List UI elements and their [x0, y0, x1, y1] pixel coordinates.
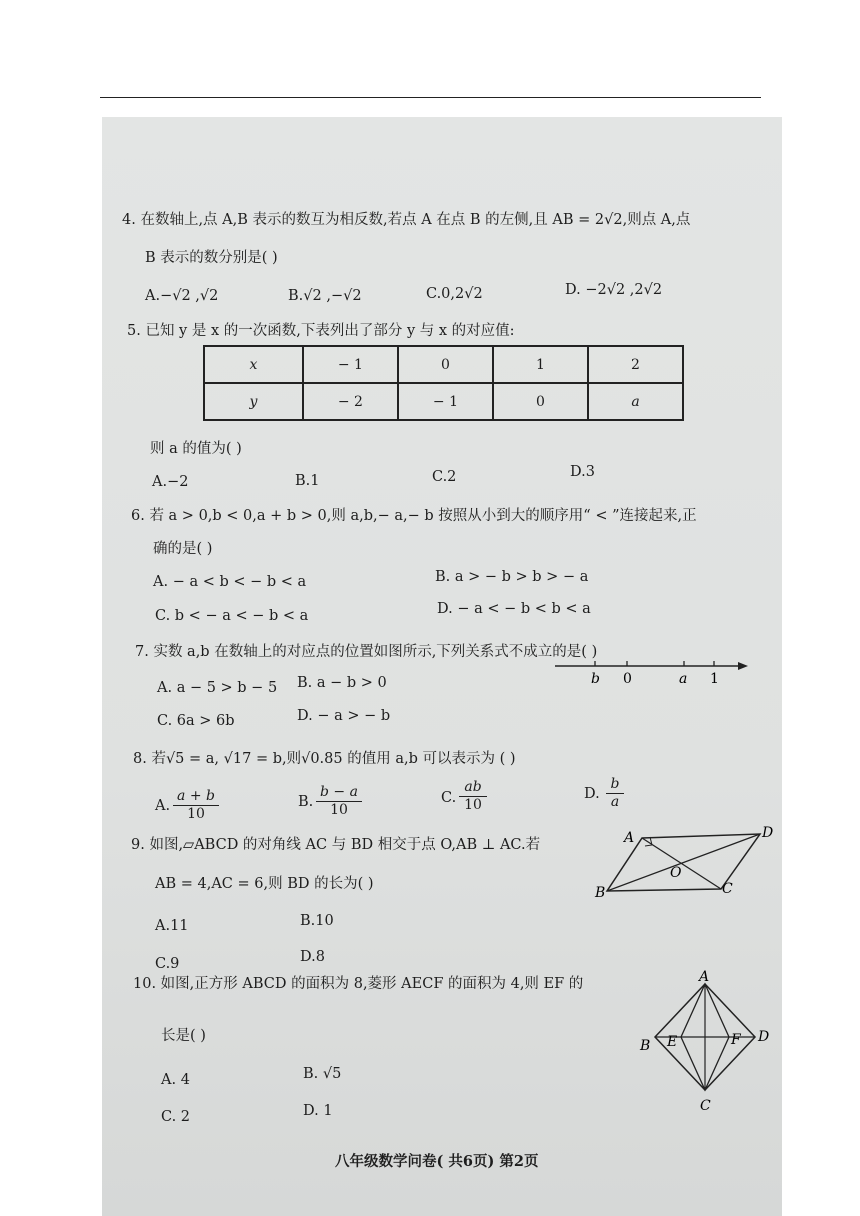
- q5-option-d: D.3: [570, 464, 595, 480]
- center-label-o: O: [670, 865, 682, 881]
- table-row: [204, 346, 683, 383]
- q6-option-d: D. − a < − b < b < a: [437, 601, 591, 617]
- fraction-numerator: b: [606, 776, 624, 794]
- q10-option-d: D. 1: [303, 1103, 333, 1119]
- q4-line2: B 表示的数分别是( ): [145, 250, 278, 266]
- q10-line1: 10. 如图,正方形 ABCD 的面积为 8,菱形 AECF 的面积为 4,则 EF 的: [133, 976, 584, 992]
- q5-value-table: [203, 345, 684, 421]
- q5-option-b: B.1: [295, 473, 320, 489]
- table-cell: 0: [493, 383, 588, 420]
- table-cell: x: [204, 346, 303, 383]
- fraction-denominator: 10: [330, 802, 348, 818]
- vertex-label-a: A: [624, 830, 635, 846]
- q7-number-line: [550, 650, 760, 690]
- q10-option-a: A. 4: [161, 1072, 190, 1088]
- q8-stem: 8. 若√5 = a, √17 = b,则√0.85 的值用 a,b 可以表示为 ( ): [133, 751, 516, 767]
- axis-label-a: a: [679, 671, 688, 687]
- q9-line1: 9. 如图,▱ABCD 的对角线 AC 与 BD 相交于点 O,AB ⊥ AC.若: [131, 837, 541, 853]
- q7-option-d: D. − a > − b: [297, 708, 391, 724]
- table-cell: 0: [398, 346, 493, 383]
- vertex-label-d: D: [762, 825, 774, 841]
- q7-option-a: A. a − 5 > b − 5: [157, 680, 278, 696]
- q9-option-c: C.9: [155, 956, 180, 972]
- q8-option-c-fraction: [459, 779, 487, 814]
- q4-option-a: A.−√2 ,√2: [145, 288, 219, 304]
- q8-option-b-letter: B.: [298, 794, 314, 810]
- table-cell: − 2: [303, 383, 398, 420]
- q5-stem: 5. 已知 y 是 x 的一次函数,下表列出了部分 y 与 x 的对应值:: [127, 323, 515, 339]
- q5-option-c: C.2: [432, 469, 457, 485]
- vertex-label-c: C: [722, 881, 733, 897]
- q9-option-b: B.10: [300, 913, 334, 929]
- vertex-label-b: B: [640, 1038, 651, 1054]
- q4-line1: 4. 在数轴上,点 A,B 表示的数互为相反数,若点 A 在点 B 的左侧,且 AB = 2√2,则点 A,点: [122, 212, 691, 228]
- q6-option-c: C. b < − a < − b < a: [155, 608, 309, 624]
- q4-option-c: C.0,2√2: [426, 286, 483, 302]
- axis-label-b: b: [591, 671, 600, 687]
- q8-option-c-letter: C.: [441, 790, 457, 806]
- vertex-label-a: A: [699, 969, 710, 985]
- fraction-denominator: 10: [187, 806, 205, 822]
- table-cell: 1: [493, 346, 588, 383]
- q4-option-b: B.√2 ,−√2: [288, 288, 362, 304]
- table-cell: 2: [588, 346, 683, 383]
- q10-option-b: B. √5: [303, 1066, 342, 1082]
- table-cell: − 1: [303, 346, 398, 383]
- table-cell: y: [204, 383, 303, 420]
- q7-stem: 7. 实数 a,b 在数轴上的对应点的位置如图所示,下列关系式不成立的是( ): [135, 644, 598, 660]
- table-row: [204, 383, 683, 420]
- q10-square-rhombus-figure: [635, 968, 775, 1118]
- q8-option-d-fraction: [606, 776, 624, 811]
- vertex-label-b: B: [595, 885, 606, 901]
- q6-option-b: B. a > − b > b > − a: [435, 569, 589, 585]
- vertex-label-e: E: [667, 1034, 678, 1050]
- q6-line1: 6. 若 a > 0,b < 0,a + b > 0,则 a,b,− a,− b 按照从小到大的顺序用“ < ”连接起来,正: [131, 508, 697, 524]
- page-footer: 八年级数学问卷( 共6页) 第2页: [335, 1153, 539, 1170]
- fraction-numerator: b − a: [316, 784, 362, 802]
- q9-parallelogram-figure: [590, 820, 780, 910]
- q8-option-b-fraction: [316, 784, 362, 819]
- table-cell: − 1: [398, 383, 493, 420]
- q8-option-d-letter: D.: [584, 786, 600, 802]
- q6-line2: 确的是( ): [153, 541, 213, 557]
- vertex-label-d: D: [758, 1029, 770, 1045]
- axis-label-one: 1: [710, 671, 719, 687]
- q7-option-c: C. 6a > 6b: [157, 713, 235, 729]
- fraction-numerator: ab: [459, 779, 487, 797]
- header-rule: [100, 97, 761, 98]
- vertex-label-c: C: [700, 1098, 711, 1114]
- fraction-denominator: 10: [464, 797, 482, 813]
- q8-option-a-letter: A.: [155, 798, 171, 814]
- axis-label-zero: 0: [623, 671, 632, 687]
- vertex-label-f: F: [731, 1032, 741, 1048]
- q8-option-a-fraction: [173, 788, 219, 823]
- fraction-denominator: a: [610, 794, 620, 810]
- q9-option-a: A.11: [155, 918, 189, 934]
- fraction-numerator: a + b: [173, 788, 219, 806]
- q7-option-b: B. a − b > 0: [297, 675, 387, 691]
- q4-option-d: D. −2√2 ,2√2: [565, 282, 663, 298]
- q5-question: 则 a 的值为( ): [150, 441, 242, 457]
- q5-option-a: A.−2: [152, 474, 189, 490]
- q9-line2: AB = 4,AC = 6,则 BD 的长为( ): [155, 876, 374, 892]
- q9-option-d: D.8: [300, 949, 325, 965]
- q6-option-a: A. − a < b < − b < a: [153, 574, 307, 590]
- q10-option-c: C. 2: [161, 1109, 191, 1125]
- q10-line2: 长是( ): [161, 1028, 206, 1044]
- table-cell: a: [588, 383, 683, 420]
